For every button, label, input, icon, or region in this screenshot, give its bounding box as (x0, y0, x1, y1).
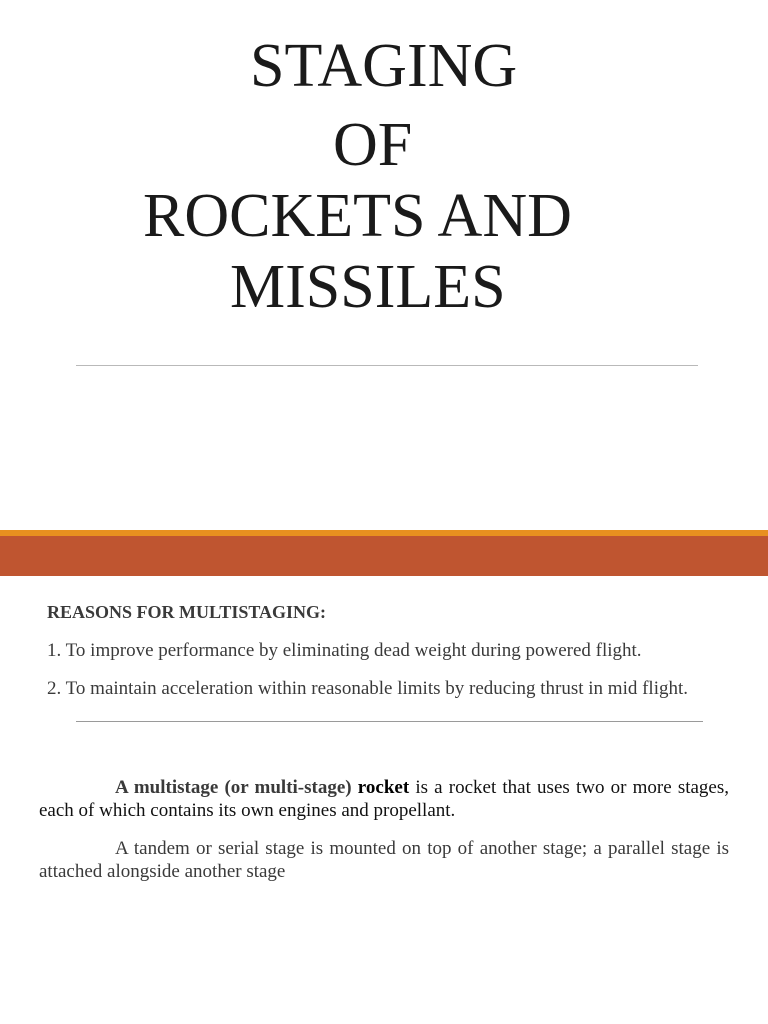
band-bar (0, 536, 768, 576)
definition-rest: is a rocket that uses two or more stages, each of which contains its own engines and propellant. (39, 777, 729, 821)
title-line-3: ROCKETS AND (143, 182, 572, 250)
tandem-paragraph: A tandem or serial stage is mounted on top of another stage; a parallel stage is attached alongside another stage (39, 838, 729, 882)
title-divider (76, 365, 698, 366)
definition-lead: A multistage (or multi-stage) (115, 777, 352, 798)
slide-separator-band (0, 530, 768, 576)
title-line-2: OF (333, 111, 413, 179)
title-line-4: MISSILES (230, 253, 506, 321)
content-divider (76, 721, 703, 722)
reasons-heading: REASONS FOR MULTISTAGING: (47, 602, 327, 622)
definition-term: rocket (357, 777, 410, 798)
reason-item-1: 1. To improve performance by eliminating dead weight during powered flight. (47, 640, 642, 661)
reason-item-2: 2. To maintain acceleration within reasonable limits by reducing thrust in mid flight. (47, 678, 689, 699)
multistage-definition (39, 776, 729, 822)
title-line-1: STAGING (250, 32, 518, 100)
